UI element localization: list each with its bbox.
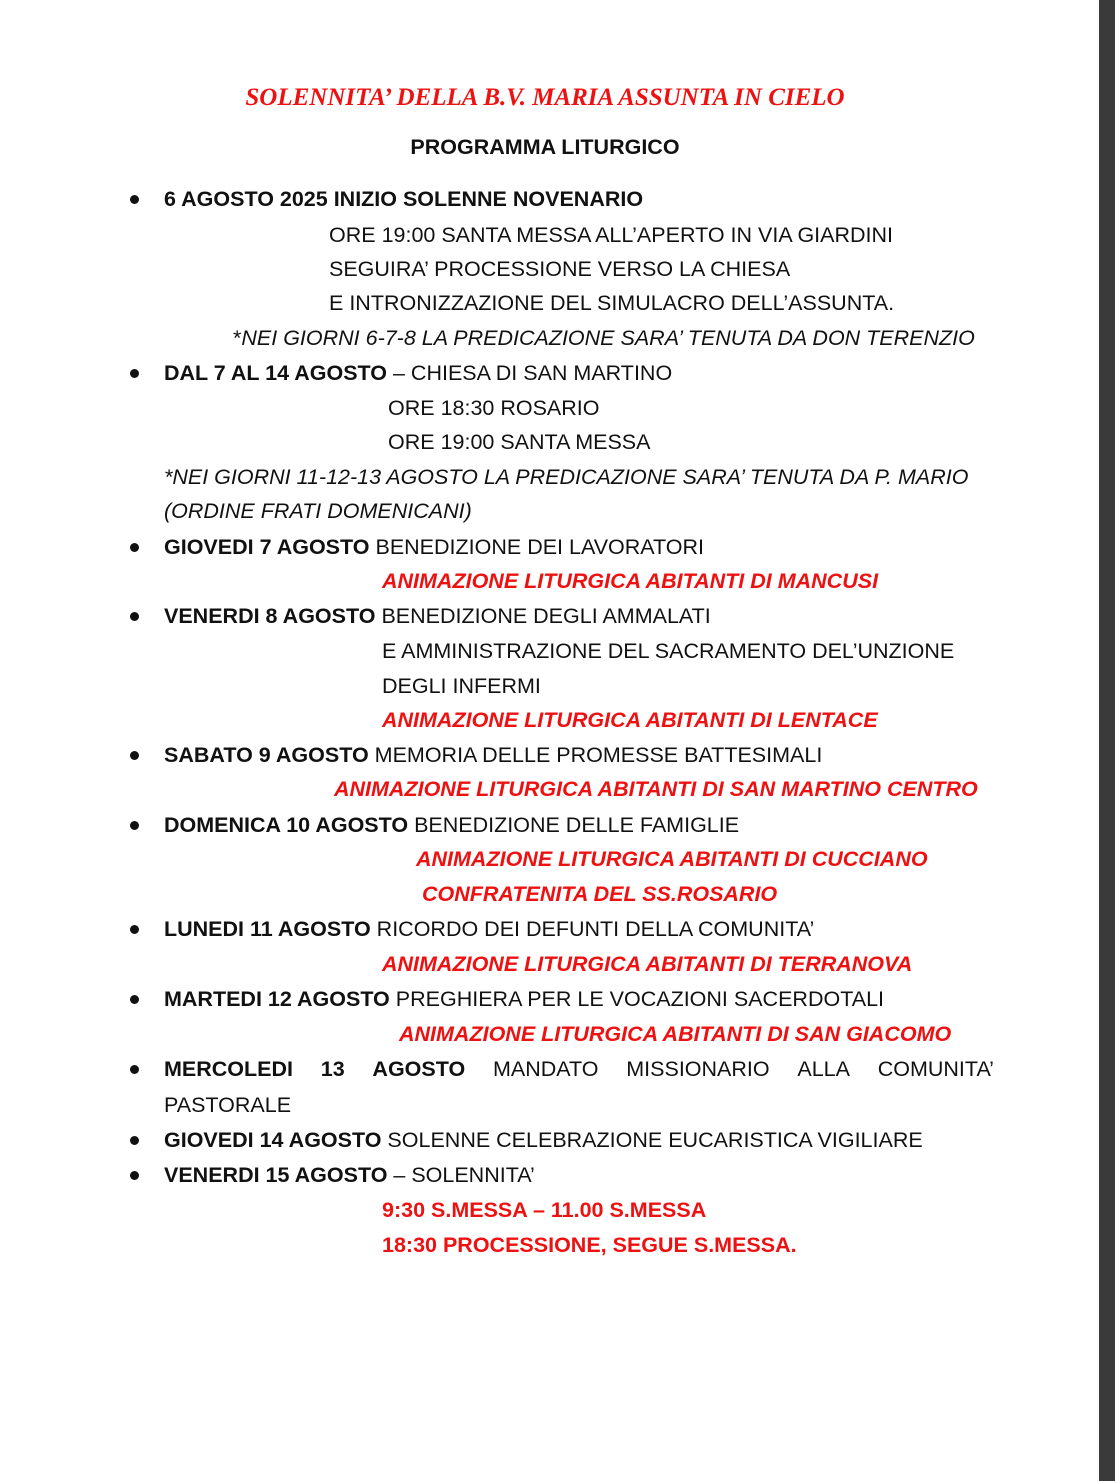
bullet-icon <box>130 821 139 830</box>
animation-note: ANIMAZIONE LITURGICA ABITANTI DI LENTACE <box>382 708 878 732</box>
item-text: RICORDO DEI DEFUNTI DELLA COMUNITA’ <box>370 917 815 941</box>
item-line <box>164 740 822 770</box>
item-heading-word: 13 <box>320 1057 345 1081</box>
item-text: BENEDIZIONE DELLE FAMIGLIE <box>408 813 740 837</box>
item-line <box>164 358 672 388</box>
item-detail: DEGLI INFERMI <box>382 674 541 698</box>
item-text-word: MANDATO <box>492 1057 599 1081</box>
item-text: MEMORIA DELLE PROMESSE BATTESIMALI <box>368 743 823 767</box>
bullet-icon <box>130 1065 139 1074</box>
item-text: BENEDIZIONE DEGLI AMMALATI <box>375 604 711 628</box>
item-line <box>164 914 814 944</box>
bullet-icon <box>130 612 139 621</box>
bullet-icon <box>130 543 139 552</box>
item-heading: VENERDI 8 AGOSTO <box>164 604 376 628</box>
bullet-icon <box>130 195 139 204</box>
item-heading: DOMENICA 10 AGOSTO <box>164 813 409 837</box>
animation-note: ANIMAZIONE LITURGICA ABITANTI DI SAN GIACOMO <box>399 1022 952 1046</box>
item-heading: MARTEDI 12 AGOSTO <box>164 987 390 1011</box>
item-text: PREGHIERA PER LE VOCAZIONI SACERDOTALI <box>389 987 885 1011</box>
bullet-icon <box>130 925 139 934</box>
item-line <box>164 532 704 562</box>
item-heading: VENERDI 15 AGOSTO <box>164 1163 388 1187</box>
schedule-line: 18:30 PROCESSIONE, SEGUE S.MESSA. <box>382 1233 797 1257</box>
animation-note: ANIMAZIONE LITURGICA ABITANTI DI TERRANOVA <box>382 952 913 976</box>
item-heading: LUNEDI 11 AGOSTO <box>164 917 371 941</box>
bullet-icon <box>130 1136 139 1145</box>
item-line <box>164 601 711 631</box>
animation-note: CONFRATENITA DEL SS.ROSARIO <box>422 882 778 906</box>
item-detail: E AMMINISTRAZIONE DEL SACRAMENTO DEL’UNZIONE <box>382 639 955 663</box>
item-detail: PASTORALE <box>164 1093 292 1117</box>
bullet-icon <box>130 751 139 760</box>
note-asterisk: * <box>233 326 242 350</box>
document-subtitle: PROGRAMMA LITURGICO <box>410 135 680 159</box>
bullet-icon <box>130 1171 139 1180</box>
item-text-word: ALLA <box>797 1057 850 1081</box>
item-text: BENEDIZIONE DEI LAVORATORI <box>369 535 705 559</box>
item-line <box>164 810 739 840</box>
animation-note: ANIMAZIONE LITURGICA ABITANTI DI SAN MARTINO CENTRO <box>334 777 978 801</box>
item-text-word: COMUNITA’ <box>877 1057 994 1081</box>
schedule-line: 9:30 S.MESSA – 11.00 S.MESSA <box>382 1198 707 1222</box>
item-note <box>233 323 975 353</box>
page-edge <box>1099 0 1115 1481</box>
animation-note: ANIMAZIONE LITURGICA ABITANTI DI MANCUSI <box>382 569 879 593</box>
item-text: SOLENNE CELEBRAZIONE EUCARISTICA VIGILIARE <box>381 1128 923 1152</box>
item-heading: SABATO 9 AGOSTO <box>164 743 369 767</box>
item-heading-word: AGOSTO <box>372 1057 466 1081</box>
item-detail: E INTRONIZZAZIONE DEL SIMULACRO DELL’ASSUNTA. <box>329 291 895 315</box>
item-heading: GIOVEDI 14 AGOSTO <box>164 1128 382 1152</box>
animation-note: ANIMAZIONE LITURGICA ABITANTI DI CUCCIANO <box>416 847 928 871</box>
item-text: – CHIESA DI SAN MARTINO <box>387 361 673 385</box>
item-line-justified <box>164 1054 994 1084</box>
bullet-icon <box>130 995 139 1004</box>
item-heading: GIOVEDI 7 AGOSTO <box>164 535 370 559</box>
item-detail: SEGUIRA’ PROCESSIONE VERSO LA CHIESA <box>329 257 791 281</box>
item-line <box>164 1160 535 1190</box>
item-text-word: MISSIONARIO <box>626 1057 770 1081</box>
item-text: – SOLENNITA’ <box>387 1163 535 1187</box>
item-line <box>164 984 884 1014</box>
item-line <box>164 1125 923 1155</box>
item-heading: 6 AGOSTO 2025 INIZIO SOLENNE NOVENARIO <box>164 187 644 211</box>
note-text: NEI GIORNI 6-7-8 LA PREDICAZIONE SARA’ TENUTA DA DON TERENZIO <box>241 326 975 350</box>
item-detail: ORE 18:30 ROSARIO <box>388 396 600 420</box>
item-heading-word: MERCOLEDI <box>164 1057 293 1081</box>
item-detail: ORE 19:00 SANTA MESSA <box>388 430 651 454</box>
item-note: *NEI GIORNI 11-12-13 AGOSTO LA PREDICAZIONE SARA’ TENUTA DA P. MARIO <box>164 465 969 489</box>
bullet-icon <box>130 369 139 378</box>
item-detail: ORE 19:00 SANTA MESSA ALL’APERTO IN VIA GIARDINI <box>329 223 894 247</box>
document-title: SOLENNITA’ DELLA B.V. MARIA ASSUNTA IN CIELO <box>245 84 845 111</box>
item-heading: DAL 7 AL 14 AGOSTO <box>164 361 388 385</box>
item-note: (ORDINE FRATI DOMENICANI) <box>164 499 472 523</box>
